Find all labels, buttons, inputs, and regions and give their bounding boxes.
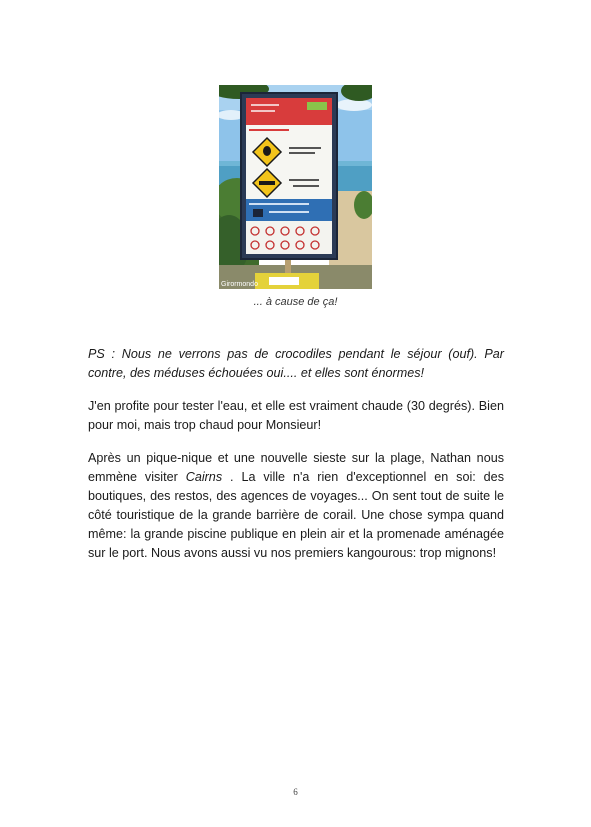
photo-watermark: Girormondo	[221, 281, 258, 288]
page-number: 6	[293, 787, 298, 797]
paragraph-cairns	[88, 449, 504, 563]
paragraph-water: J'en profite pour tester l'eau, et elle est vraiment chaude (30 degrés). Bien pour moi, mais trop chaud pour Monsieur!	[88, 399, 504, 432]
city-name: Cairns	[185, 470, 223, 484]
paragraph-cairns-part2: . La ville n'a rien d'exceptionnel en soi: des boutiques, des restos, des agences de voyages... On sent tout de suite le côté touristique de la grande barrière de corail. Une chose sympa quand même: la grande piscine publique en plein air et la promenade aménagée sur le port. Nous avons aussi vu nos premiers kangourous: trop mignons!	[88, 470, 504, 560]
paragraph-cairns-part1: Après un pique-nique et une nouvelle sieste sur la plage, Nathan nous emmène visiter	[88, 451, 504, 484]
paragraph-ps: PS : Nous ne verrons pas de crocodiles pendant le séjour (ouf). Par contre, des méduses échouées oui.... et elles sont énormes!	[88, 347, 504, 380]
beach-warning-sign-photo	[219, 85, 372, 289]
photo-caption: ... à cause de ça!	[253, 296, 338, 308]
